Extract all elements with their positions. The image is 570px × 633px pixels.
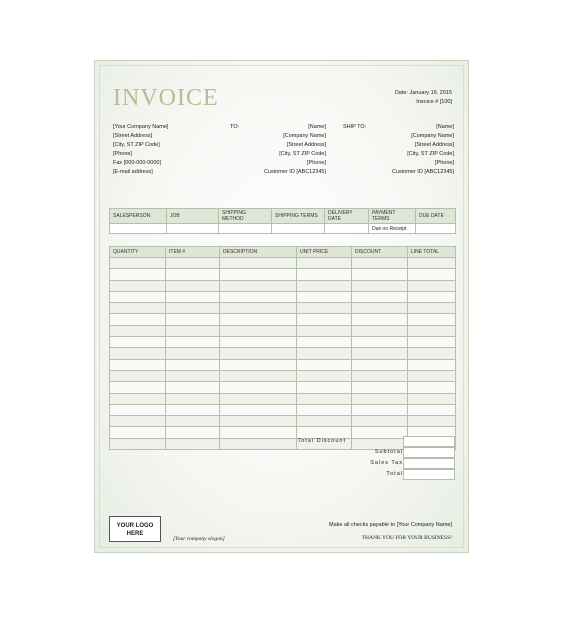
item-cell[interactable] [166,416,220,427]
table-row [110,258,456,269]
invoice-number: Invoice # [100] [416,99,452,105]
item-cell[interactable] [166,325,220,336]
item-cell[interactable] [352,325,408,336]
to-line: [City, ST ZIP Code] [279,151,326,157]
item-cell[interactable] [220,303,297,314]
item-cell[interactable] [408,337,456,348]
from-line: [Street Address] [113,133,153,139]
item-cell[interactable] [166,393,220,404]
total-discount-label: Total Discount [297,438,346,444]
table-row [110,337,456,348]
item-cell[interactable] [220,325,297,336]
ship-to-address [375,123,454,177]
line-items-table [109,246,456,450]
table-row [110,370,456,381]
item-cell[interactable] [110,291,166,302]
item-cell[interactable] [352,359,408,370]
item-cell[interactable] [110,382,166,393]
item-cell[interactable] [166,359,220,370]
sales-tax-label: Sales Tax [370,460,403,466]
to-line: Customer ID [ABC12345] [263,169,326,175]
subtotal-label: Subtotal [374,449,403,455]
from-line: [E-mail address] [113,169,153,175]
order-value-cell[interactable] [110,224,167,234]
item-cell[interactable] [220,427,297,438]
company-slogan: [Your company slogan] [173,536,225,542]
table-row [110,325,456,336]
item-cell[interactable] [110,359,166,370]
table-row [110,348,456,359]
item-cell[interactable] [297,359,352,370]
order-header-cell: SHIPPING METHOD [219,209,272,224]
item-cell[interactable] [166,404,220,415]
logo-placeholder [109,516,161,542]
order-value-row [110,224,456,234]
order-value-cell[interactable] [416,224,456,234]
to-line: [Name] [308,124,326,130]
totals-block [288,436,455,480]
item-cell[interactable] [297,370,352,381]
item-cell[interactable] [220,314,297,325]
item-cell[interactable] [110,314,166,325]
item-cell[interactable] [166,427,220,438]
to-line: [Phone] [307,160,326,166]
total-field[interactable] [403,469,455,480]
items-header-cell: DISCOUNT [352,247,408,258]
item-cell[interactable] [110,303,166,314]
item-cell[interactable] [166,280,220,291]
item-cell[interactable] [352,280,408,291]
item-cell[interactable] [220,280,297,291]
order-value-cell[interactable] [325,224,369,234]
item-cell[interactable] [166,291,220,302]
table-row [110,291,456,302]
items-header-row [110,247,456,258]
item-cell[interactable] [297,337,352,348]
item-cell[interactable] [220,291,297,302]
subtotal-row [288,447,455,458]
order-header-cell: SHIPPING TERMS [272,209,325,224]
from-line: [Phone] [113,151,132,157]
order-header-cell: JOB [167,209,219,224]
to-address [245,123,326,177]
item-cell[interactable] [408,416,456,427]
total-discount-field[interactable] [403,436,455,447]
item-cell[interactable] [220,404,297,415]
sales-tax-row [288,458,455,469]
item-cell[interactable] [297,291,352,302]
item-cell[interactable] [408,280,456,291]
logo-line: YOUR LOGO [116,523,154,529]
to-line: [Company Name] [283,133,326,139]
item-cell[interactable] [220,416,297,427]
items-header-cell: DESCRIPTION [220,247,297,258]
order-info-table [109,208,456,234]
payable-note: Make all checks payable to [Your Company Name] [329,522,452,528]
item-cell[interactable] [110,370,166,381]
order-header-cell: PAYMENT TERMS [369,209,416,224]
item-cell[interactable] [408,269,456,280]
item-cell[interactable] [352,416,408,427]
ship-to-line: Customer ID [ABC12345] [391,169,454,175]
item-cell[interactable] [297,393,352,404]
item-cell[interactable] [297,303,352,314]
invoice-sheet [94,60,469,553]
item-cell[interactable] [166,370,220,381]
item-cell[interactable] [408,291,456,302]
item-cell[interactable] [352,291,408,302]
item-cell[interactable] [408,370,456,381]
item-cell[interactable] [352,404,408,415]
item-cell[interactable] [110,393,166,404]
item-cell[interactable] [352,269,408,280]
item-cell[interactable] [408,325,456,336]
item-cell[interactable] [220,258,297,269]
from-line: Fax [000-000-0000] [113,160,162,166]
items-header-cell: QUANTITY [110,247,166,258]
from-line: [City, ST ZIP Code] [113,142,160,148]
thank-you-note: THANK YOU FOR YOUR BUSINESS! [361,535,452,541]
sales-tax-field[interactable] [403,458,455,469]
order-header-cell: SALESPERSON [110,209,167,224]
item-cell[interactable] [408,393,456,404]
from-address [113,123,168,177]
item-cell[interactable] [110,427,166,438]
invoice-title: INVOICE [113,85,219,111]
item-cell[interactable] [110,438,166,449]
item-cell[interactable] [220,359,297,370]
item-cell[interactable] [352,370,408,381]
order-value-cell[interactable] [272,224,325,234]
item-cell[interactable] [352,303,408,314]
order-header-cell: DUE DATE [416,209,456,224]
item-cell[interactable] [166,269,220,280]
ship-to-line: [Street Address] [414,142,454,148]
item-cell[interactable] [110,258,166,269]
item-cell[interactable] [166,303,220,314]
item-cell[interactable] [220,269,297,280]
item-cell[interactable] [408,382,456,393]
ship-to-line: [City, ST ZIP Code] [407,151,454,157]
item-cell[interactable] [352,393,408,404]
item-cell[interactable] [297,325,352,336]
item-cell[interactable] [297,280,352,291]
subtotal-field[interactable] [403,447,455,458]
table-row [110,303,456,314]
item-cell[interactable] [297,348,352,359]
item-cell[interactable] [408,258,456,269]
item-cell[interactable] [110,269,166,280]
item-cell[interactable] [408,303,456,314]
table-row [110,382,456,393]
item-cell[interactable] [297,269,352,280]
item-cell[interactable] [110,416,166,427]
item-cell[interactable] [110,280,166,291]
table-row [110,416,456,427]
invoice-date: Date: January 19, 2015 [394,90,452,96]
item-cell[interactable] [297,258,352,269]
ship-to-label: SHIP TO: [343,124,367,130]
items-header-cell: ITEM # [166,247,220,258]
items-header-cell: UNIT PRICE [297,247,352,258]
ship-to-line: [Phone] [435,160,454,166]
item-cell[interactable] [166,337,220,348]
item-cell[interactable] [408,359,456,370]
ship-to-line: [Company Name] [411,133,454,139]
item-cell[interactable] [220,438,297,449]
item-cell[interactable] [352,382,408,393]
item-cell[interactable] [110,325,166,336]
order-value-cell[interactable] [167,224,219,234]
item-cell[interactable] [110,337,166,348]
item-cell[interactable] [220,382,297,393]
item-cell[interactable] [408,314,456,325]
logo-line: HERE [126,531,144,537]
to-label: TO: [230,124,240,130]
item-cell[interactable] [166,382,220,393]
item-cell[interactable] [297,314,352,325]
total-label: Total [386,471,403,477]
item-cell[interactable] [166,314,220,325]
item-cell[interactable] [352,314,408,325]
table-row [110,404,456,415]
table-row [110,393,456,404]
item-cell[interactable] [352,337,408,348]
from-line: [Your Company Name] [113,124,169,130]
table-row [110,359,456,370]
order-value-cell[interactable]: Due on Receipt [369,224,416,234]
item-cell[interactable] [352,348,408,359]
items-header-cell: LINE TOTAL [408,247,456,258]
item-cell[interactable] [297,416,352,427]
order-header-cell: DELIVERY DATE [325,209,369,224]
item-cell[interactable] [110,348,166,359]
item-cell[interactable] [352,258,408,269]
item-cell[interactable] [220,370,297,381]
order-value-cell[interactable] [219,224,272,234]
table-row [110,269,456,280]
table-row [110,280,456,291]
item-cell[interactable] [220,348,297,359]
item-cell[interactable] [220,393,297,404]
item-cell[interactable] [297,404,352,415]
table-row [110,314,456,325]
total-discount-row [288,436,455,447]
item-cell[interactable] [408,404,456,415]
order-header-row [110,209,456,224]
to-line: [Street Address] [286,142,326,148]
items-body [110,258,456,450]
item-cell[interactable] [408,348,456,359]
item-cell[interactable] [110,404,166,415]
invoice-meta [395,89,452,107]
ship-to-line: [Name] [436,124,454,130]
item-cell[interactable] [166,258,220,269]
item-cell[interactable] [166,438,220,449]
total-row [288,469,455,480]
item-cell[interactable] [166,348,220,359]
item-cell[interactable] [220,337,297,348]
item-cell[interactable] [297,382,352,393]
